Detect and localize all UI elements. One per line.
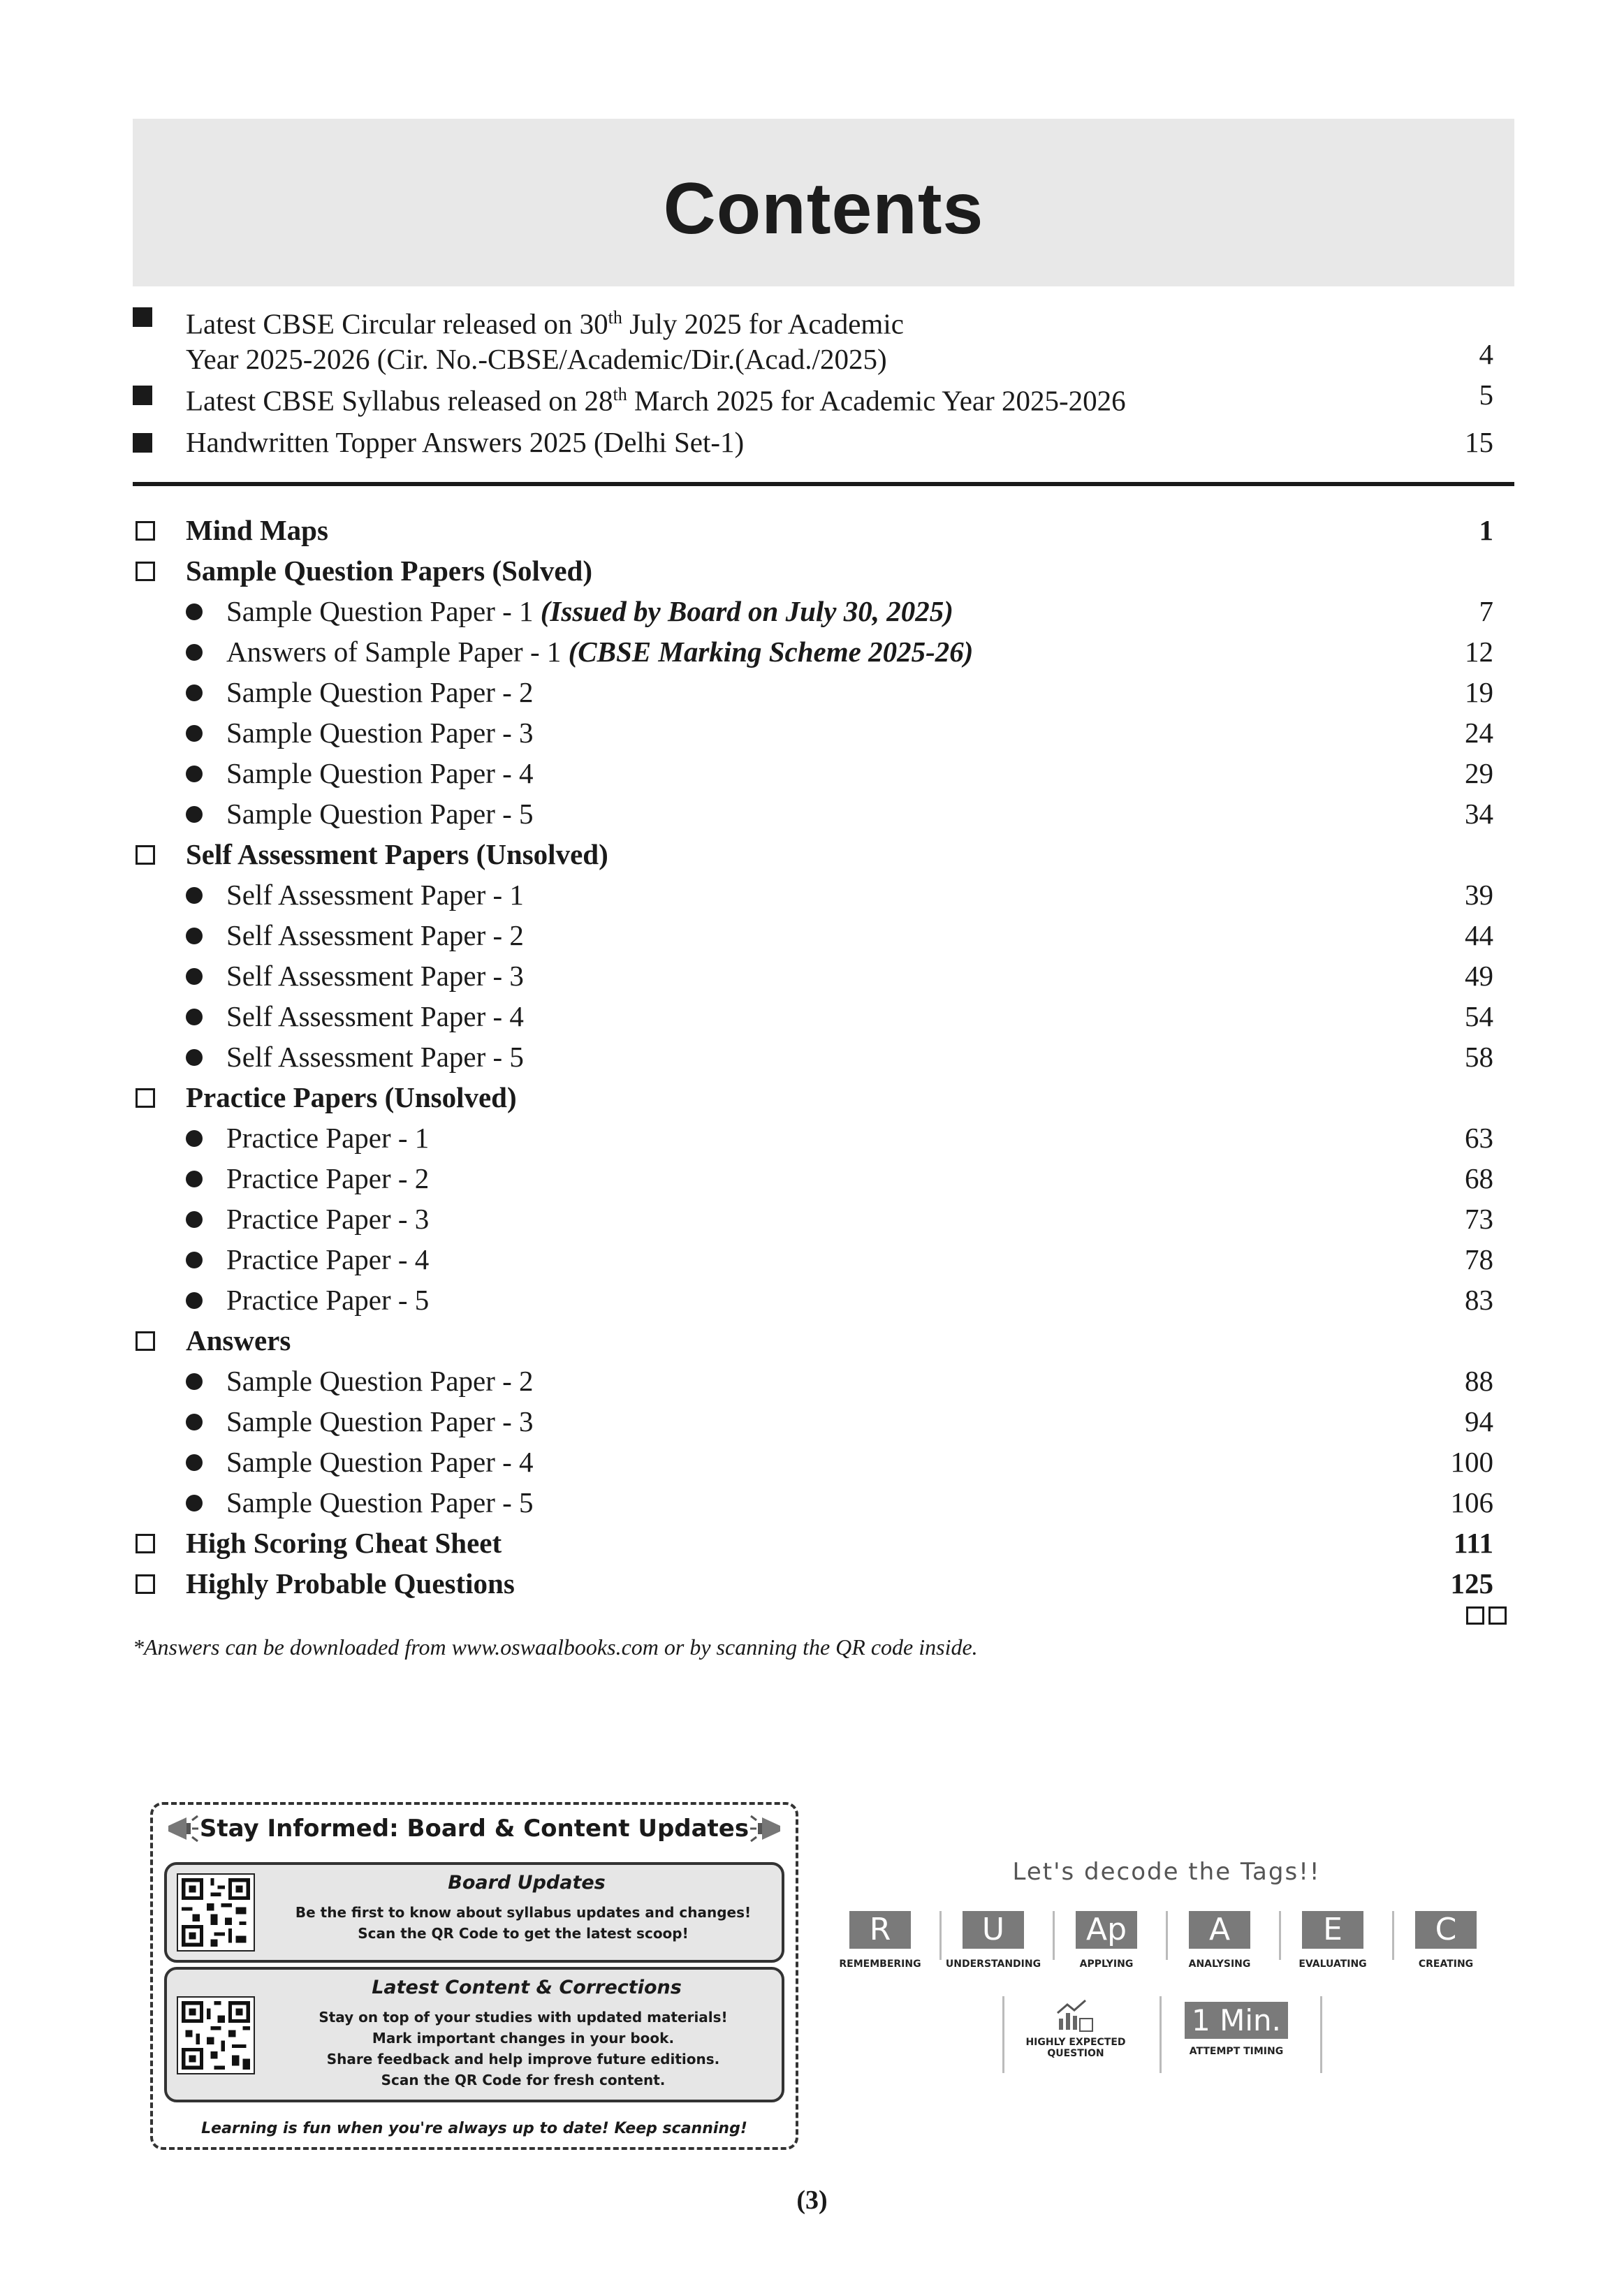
toc-item[interactable]: [133, 1361, 1514, 1401]
tag-caption: HIGHLY EXPECTED QUESTION: [1025, 2037, 1126, 2059]
bullet-icon: [186, 766, 203, 782]
toc-label: Self Assessment Paper - 1: [226, 879, 524, 911]
page-number: 94: [1465, 1405, 1493, 1437]
toc-label: High Scoring Cheat Sheet: [186, 1527, 502, 1559]
top-item-syllabus[interactable]: [133, 377, 1514, 425]
tag-letter: E: [1302, 1911, 1363, 1949]
bullet-icon: [186, 1252, 203, 1268]
toc-item[interactable]: [133, 1239, 1514, 1280]
toc-section[interactable]: [133, 550, 1514, 591]
bullet-icon: [186, 1454, 203, 1471]
megaphone-icon: [749, 1813, 783, 1844]
bullet-icon: [186, 1495, 203, 1511]
top-item-text: Latest CBSE Syllabus released on 28: [186, 384, 613, 417]
toc-section[interactable]: [133, 1320, 1514, 1361]
tag-letter: Ap: [1076, 1911, 1137, 1949]
tag-letter: U: [963, 1911, 1024, 1949]
square-bullet-icon: [133, 307, 152, 327]
toc-label: Sample Question Paper - 2: [226, 1365, 534, 1397]
bullet-icon: [186, 1171, 203, 1187]
tag-evaluating: [1277, 1911, 1389, 1986]
divider: [133, 482, 1514, 486]
bullet-icon: [186, 685, 203, 701]
page-number: 1: [1479, 514, 1493, 546]
toc-label: Self Assessment Paper - 3: [226, 960, 524, 992]
toc-label: Sample Question Paper - 5: [226, 1486, 534, 1518]
box-icon: [1488, 1606, 1507, 1625]
bullet-icon: [186, 725, 203, 742]
bullet-icon: [186, 887, 203, 904]
toc-item[interactable]: [133, 1158, 1514, 1199]
checkbox-icon: [136, 1088, 155, 1108]
tag-creating: [1390, 1911, 1502, 1986]
toc-item[interactable]: [133, 1442, 1514, 1482]
page-number: 125: [1450, 1567, 1493, 1599]
toc-item[interactable]: [133, 1199, 1514, 1239]
tag-caption: APPLYING: [1079, 1959, 1134, 1970]
square-bullet-icon: [133, 433, 152, 453]
toc-label: Sample Question Paper - 1 (Issued by Board on July 30, 2025): [226, 595, 953, 627]
toc-label: Practice Paper - 2: [226, 1162, 430, 1194]
toc-label: Practice Papers (Unsolved): [186, 1081, 517, 1113]
updates-footer: Learning is fun when you're always up to date! Keep scanning!: [201, 2120, 747, 2137]
bullet-icon: [186, 1211, 203, 1228]
bullet-icon: [186, 603, 203, 620]
card-line: Mark important changes in your book.: [372, 2030, 675, 2047]
checkbox-icon: [136, 1534, 155, 1553]
top-item-text: Handwritten Topper Answers 2025 (Delhi Set-1): [186, 426, 745, 458]
toc-label: Sample Question Paper - 5: [226, 798, 534, 830]
page-number: 54: [1465, 1000, 1493, 1032]
page-number: 15: [1465, 426, 1493, 458]
page-number: 63: [1465, 1122, 1493, 1154]
toc-label: Practice Paper - 1: [226, 1122, 430, 1154]
updates-heading: Stay Informed: Board & Content Updates: [199, 1815, 749, 1843]
tag-caption: CREATING: [1418, 1959, 1474, 1970]
divider: [1320, 1996, 1322, 2073]
toc-label: Self Assessment Paper - 5: [226, 1041, 524, 1073]
page-number: 83: [1465, 1284, 1493, 1316]
page-number: 88: [1465, 1365, 1493, 1397]
qr-code-icon[interactable]: [177, 1873, 255, 1952]
toc-label: Sample Question Paper - 4: [226, 757, 534, 789]
toc-item[interactable]: [133, 1280, 1514, 1320]
card-line: Stay on top of your studies with updated materials!: [319, 2009, 728, 2026]
card-line: Share feedback and help improve future editions.: [326, 2051, 720, 2067]
page-number: 73: [1465, 1203, 1493, 1235]
latest-content-card[interactable]: [164, 1967, 784, 2102]
page-number: 4: [1479, 338, 1493, 370]
end-mark: [1462, 1604, 1507, 1631]
tag-caption: ATTEMPT TIMING: [1189, 2046, 1284, 2057]
top-item-text: July 2025 for Academic: [622, 307, 904, 340]
toc-section[interactable]: [133, 834, 1514, 874]
min-badge: 1 Min.: [1185, 2002, 1288, 2039]
toc-item[interactable]: [133, 956, 1514, 996]
page-number: 19: [1465, 676, 1493, 708]
toc-section[interactable]: [133, 1523, 1514, 1563]
top-item-circular[interactable]: [133, 300, 1514, 375]
toc-section[interactable]: [133, 510, 1514, 550]
toc-item[interactable]: [133, 1037, 1514, 1077]
box-icon: [1466, 1606, 1484, 1625]
checkbox-icon: [136, 562, 155, 581]
toc-section[interactable]: [133, 1563, 1514, 1604]
footnote: *Answers can be downloaded from www.oswaalbooks.com or by scanning the QR code inside.: [133, 1634, 978, 1660]
toc-label: Self Assessment Papers (Unsolved): [186, 838, 608, 870]
toc-label: Sample Question Paper - 3: [226, 717, 534, 749]
toc-label: Self Assessment Paper - 4: [226, 1000, 524, 1032]
page-number: 78: [1465, 1243, 1493, 1275]
title-band: [133, 119, 1514, 286]
page-number: 34: [1465, 798, 1493, 830]
tag-caption: ANALYSING: [1188, 1959, 1251, 1970]
bullet-icon: [186, 1049, 203, 1066]
attempt-timing-tag: [1166, 2002, 1306, 2057]
tag-caption: UNDERSTANDING: [945, 1959, 1041, 1970]
tag-caption: EVALUATING: [1299, 1959, 1367, 1970]
toc-label: Mind Maps: [186, 514, 328, 546]
bullet-icon: [186, 1130, 203, 1147]
page-number: 100: [1450, 1446, 1493, 1478]
toc-label: Practice Paper - 5: [226, 1284, 430, 1316]
toc-item[interactable]: [133, 712, 1514, 753]
toc-label: Answers: [186, 1324, 291, 1356]
tag-letter: A: [1189, 1911, 1250, 1949]
card-line: Be the first to know about syllabus updates and changes!: [295, 1904, 752, 1921]
toc-note: (Issued by Board on July 30, 2025): [540, 595, 953, 627]
qr-code-icon[interactable]: [177, 1996, 255, 2074]
page-number: 7: [1479, 595, 1493, 627]
tag-letter: R: [849, 1911, 911, 1949]
page-number: 39: [1465, 879, 1493, 911]
checkbox-icon: [136, 845, 155, 865]
square-bullet-icon: [133, 386, 152, 405]
page-number: 58: [1465, 1041, 1493, 1073]
page-number: 44: [1465, 919, 1493, 951]
card-title: Latest Content & Corrections: [372, 1977, 682, 1998]
divider: [1160, 1996, 1162, 2073]
toc-label: Self Assessment Paper - 2: [226, 919, 524, 951]
bullet-icon: [186, 1292, 203, 1309]
page-number-footer: (3): [796, 2186, 828, 2215]
toc-label: Highly Probable Questions: [186, 1567, 515, 1599]
bullet-icon: [186, 928, 203, 944]
toc-item[interactable]: [133, 915, 1514, 956]
superscript: th: [613, 384, 627, 404]
page-number: 49: [1465, 960, 1493, 992]
toc-item[interactable]: [133, 631, 1514, 672]
tag-analysing: [1164, 1911, 1275, 1986]
checkbox-icon: [136, 1574, 155, 1594]
toc-item[interactable]: [133, 996, 1514, 1037]
page-number: 68: [1465, 1162, 1493, 1194]
toc-note: (CBSE Marking Scheme 2025-26): [568, 636, 974, 668]
toc-label: Sample Question Papers (Solved): [186, 555, 592, 587]
tag-applying: [1051, 1911, 1162, 1986]
tag-remembering: [824, 1911, 936, 1986]
toc-list: [133, 510, 1514, 1604]
toc-label: Sample Question Paper - 2: [226, 676, 534, 708]
tag-understanding: [937, 1911, 1049, 1986]
toc-label: Answers of Sample Paper - 1 (CBSE Marking Scheme 2025-26): [226, 636, 974, 668]
toc-item[interactable]: [133, 672, 1514, 712]
chart-icon: [1055, 1998, 1097, 2034]
page-number: 5: [1479, 379, 1493, 411]
bullet-icon: [186, 1373, 203, 1390]
page-number: 111: [1454, 1527, 1493, 1559]
toc-item[interactable]: [133, 1118, 1514, 1158]
toc-label: Sample Question Paper - 4: [226, 1446, 534, 1478]
tags-title: Let's decode the Tags!!: [1012, 1858, 1321, 1886]
highly-expected-tag: [1006, 1998, 1146, 2059]
top-item-text: Latest CBSE Circular released on 30: [186, 307, 608, 340]
card-title: Board Updates: [448, 1872, 606, 1894]
bullet-icon: [186, 1009, 203, 1025]
toc-item[interactable]: [133, 874, 1514, 915]
top-item-topper-answers[interactable]: [133, 425, 1514, 467]
toc-item[interactable]: [133, 793, 1514, 834]
page-title: Contents: [663, 168, 984, 249]
page-number: 106: [1450, 1486, 1493, 1518]
divider: [1002, 1996, 1004, 2073]
page-number: 29: [1465, 757, 1493, 789]
toc-item[interactable]: [133, 1482, 1514, 1523]
bullet-icon: [186, 806, 203, 823]
toc-item[interactable]: [133, 591, 1514, 631]
toc-item[interactable]: [133, 1401, 1514, 1442]
page-number: 12: [1465, 636, 1493, 668]
bullet-icon: [186, 968, 203, 985]
updates-box: [150, 1802, 798, 2150]
bullet-icon: [186, 644, 203, 661]
toc-section[interactable]: [133, 1077, 1514, 1118]
page-number: 24: [1465, 717, 1493, 749]
toc-item[interactable]: [133, 753, 1514, 793]
top-list: [133, 300, 1514, 467]
tag-letter: C: [1415, 1911, 1477, 1949]
superscript: th: [608, 307, 622, 328]
top-item-text: March 2025 for Academic Year 2025-2026: [627, 384, 1126, 417]
toc-label: Sample Question Paper - 3: [226, 1405, 534, 1437]
card-line: Scan the QR Code to get the latest scoop!: [358, 1925, 689, 1942]
top-item-text: Year 2025-2026 (Cir. No.-CBSE/Academic/Dir.(Acad./2025): [186, 342, 887, 375]
board-updates-card[interactable]: [164, 1862, 784, 1963]
toc-label: Practice Paper - 3: [226, 1203, 430, 1235]
card-line: Scan the QR Code for fresh content.: [381, 2072, 666, 2088]
toc-label: Practice Paper - 4: [226, 1243, 430, 1275]
tag-caption: REMEMBERING: [839, 1959, 921, 1970]
bullet-icon: [186, 1414, 203, 1430]
checkbox-icon: [136, 521, 155, 541]
checkbox-icon: [136, 1331, 155, 1351]
